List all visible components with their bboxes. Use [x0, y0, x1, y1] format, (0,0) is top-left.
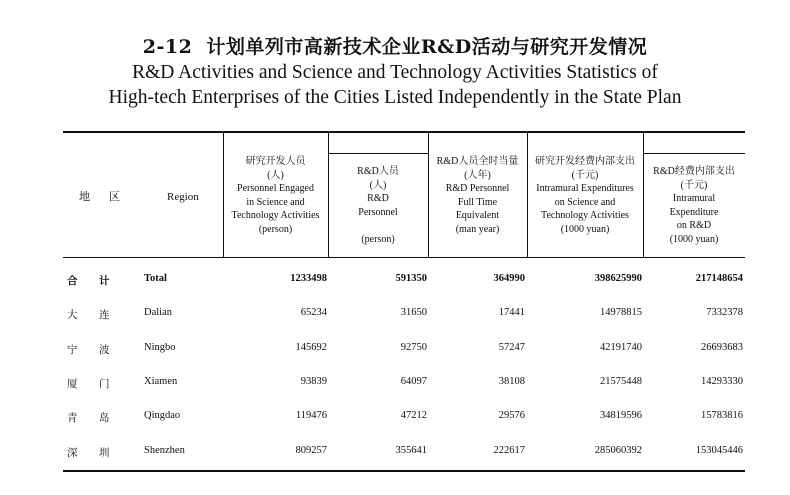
region-en: Ningbo — [144, 342, 176, 353]
title-english-line2: High-tech Enterprises of the Cities Listed Independently in the State Plan — [108, 87, 682, 108]
header-line: R&D经费内部支出 — [653, 166, 735, 177]
table-row — [63, 373, 745, 393]
region-cn-char: 波 — [99, 345, 110, 356]
header-line: Intramural Expenditures — [536, 183, 634, 194]
cell-full-time: 57247 — [498, 342, 525, 353]
cell-personnel: 1233498 — [290, 273, 327, 284]
header-col-personnel — [223, 133, 328, 257]
title-cn-text: 计划单列市高新技术企业R&D活动与研究开发情况 — [206, 36, 648, 58]
header-line: R&D — [367, 193, 389, 204]
table-title — [0, 34, 790, 110]
cell-rd-personnel: 92750 — [400, 342, 427, 353]
header-line: (1000 yuan) — [669, 233, 719, 245]
cell-st-expenditure: 398625990 — [594, 273, 642, 284]
cell-rd-personnel: 47212 — [400, 410, 427, 421]
header-line: R&D人员全时当量 — [436, 156, 519, 167]
table-row — [63, 442, 745, 462]
table-row — [63, 270, 745, 290]
cell-full-time: 38108 — [498, 376, 525, 387]
header-line: (人) — [267, 169, 284, 181]
region-cn-char: 门 — [99, 379, 110, 390]
cell-rd-expenditure: 7332378 — [706, 307, 743, 318]
region-header-cn: 地 区 — [79, 191, 124, 203]
cell-full-time: 29576 — [498, 410, 525, 421]
region-cn-char: 连 — [99, 310, 110, 321]
title-chinese — [0, 34, 790, 60]
header-col-rd-personnel — [328, 133, 428, 257]
header-line: 研究开发人员 — [245, 156, 306, 167]
cell-personnel: 65234 — [300, 307, 327, 318]
cell-full-time: 364990 — [493, 273, 525, 284]
header-bottom-rule — [63, 257, 745, 258]
cell-rd-expenditure: 153045446 — [695, 445, 743, 456]
header-line: Expenditure — [669, 206, 719, 218]
cell-rd-personnel: 591350 — [395, 273, 427, 284]
cell-full-time: 222617 — [493, 445, 525, 456]
region-en: Dalian — [144, 307, 172, 318]
cell-rd-expenditure: 217148654 — [695, 273, 743, 284]
region-cn-char: 深 — [67, 448, 78, 459]
table-row — [63, 304, 745, 324]
cell-st-expenditure: 34819596 — [600, 410, 642, 421]
cell-rd-personnel: 31650 — [400, 307, 427, 318]
region-en: Total — [144, 273, 167, 284]
header-line: Equivalent — [455, 210, 500, 221]
cell-full-time: 17441 — [498, 307, 525, 318]
region-header — [63, 133, 223, 257]
table-bottom-rule — [63, 470, 745, 472]
cell-rd-expenditure: 14293330 — [701, 376, 743, 387]
cell-st-expenditure: 42191740 — [600, 342, 642, 353]
header-line: (人年) — [464, 169, 491, 181]
region-cn-char: 宁 — [67, 345, 78, 356]
cell-personnel: 119476 — [295, 410, 327, 421]
cell-rd-personnel: 355641 — [395, 445, 427, 456]
region-cn-char: 厦 — [67, 379, 78, 390]
header-line: (千元) — [571, 169, 599, 181]
header-line: Full Time — [457, 196, 498, 208]
table-number: 2-12 — [142, 36, 193, 58]
cell-rd-expenditure: 26693683 — [701, 342, 743, 353]
header-line: on Science and — [554, 196, 616, 208]
region-cn-char: 计 — [99, 276, 110, 287]
header-line: R&D Personnel — [445, 183, 510, 194]
header-line: in Science and — [246, 196, 305, 208]
cell-rd-expenditure: 15783816 — [701, 410, 743, 421]
header-line: (千元) — [680, 179, 708, 191]
region-en: Qingdao — [144, 410, 181, 421]
header-line: Technology Activities — [231, 210, 320, 221]
header-col-full-time — [428, 133, 527, 257]
header-line: Personnel Engaged — [237, 183, 314, 194]
cell-st-expenditure: 14978815 — [600, 307, 642, 318]
region-cn-char: 圳 — [99, 448, 110, 459]
header-col-rd-expenditure — [643, 133, 745, 257]
header-line: R&D人员 — [357, 166, 399, 177]
title-english-line1: R&D Activities and Science and Technology Activities Statistics of — [132, 62, 658, 83]
region-cn-char: 合 — [67, 276, 78, 287]
header-line: (人) — [369, 179, 387, 191]
table-row — [63, 339, 745, 359]
header-line: (1000 yuan) — [560, 223, 610, 235]
region-en: Xiamen — [144, 376, 178, 387]
cell-personnel: 145692 — [295, 342, 327, 353]
region-cn-char: 岛 — [99, 413, 110, 424]
cell-personnel: 93839 — [300, 376, 327, 387]
table-row — [63, 407, 745, 427]
header-line: Technology Activities — [541, 210, 629, 221]
header-col-st-expenditure — [527, 133, 643, 257]
header-line: 研究开发经费内部支出 — [535, 156, 635, 167]
header-line — [328, 219, 428, 233]
region-cn-char: 大 — [67, 310, 78, 321]
header-line: Intramural — [672, 193, 716, 204]
cell-st-expenditure: 285060392 — [594, 445, 642, 456]
region-cn-char: 青 — [67, 413, 78, 424]
cell-st-expenditure: 21575448 — [600, 376, 642, 387]
header-line: on R&D — [676, 220, 712, 231]
cell-personnel: 809257 — [295, 445, 327, 456]
region-en: Shenzhen — [144, 445, 185, 456]
region-header-en: Region — [167, 191, 199, 203]
header-line: (man year) — [455, 223, 500, 235]
header-line: (person) — [361, 233, 395, 245]
header-line: Personnel — [358, 206, 398, 218]
cell-rd-personnel: 64097 — [400, 376, 427, 387]
header-line: (person) — [258, 223, 293, 235]
